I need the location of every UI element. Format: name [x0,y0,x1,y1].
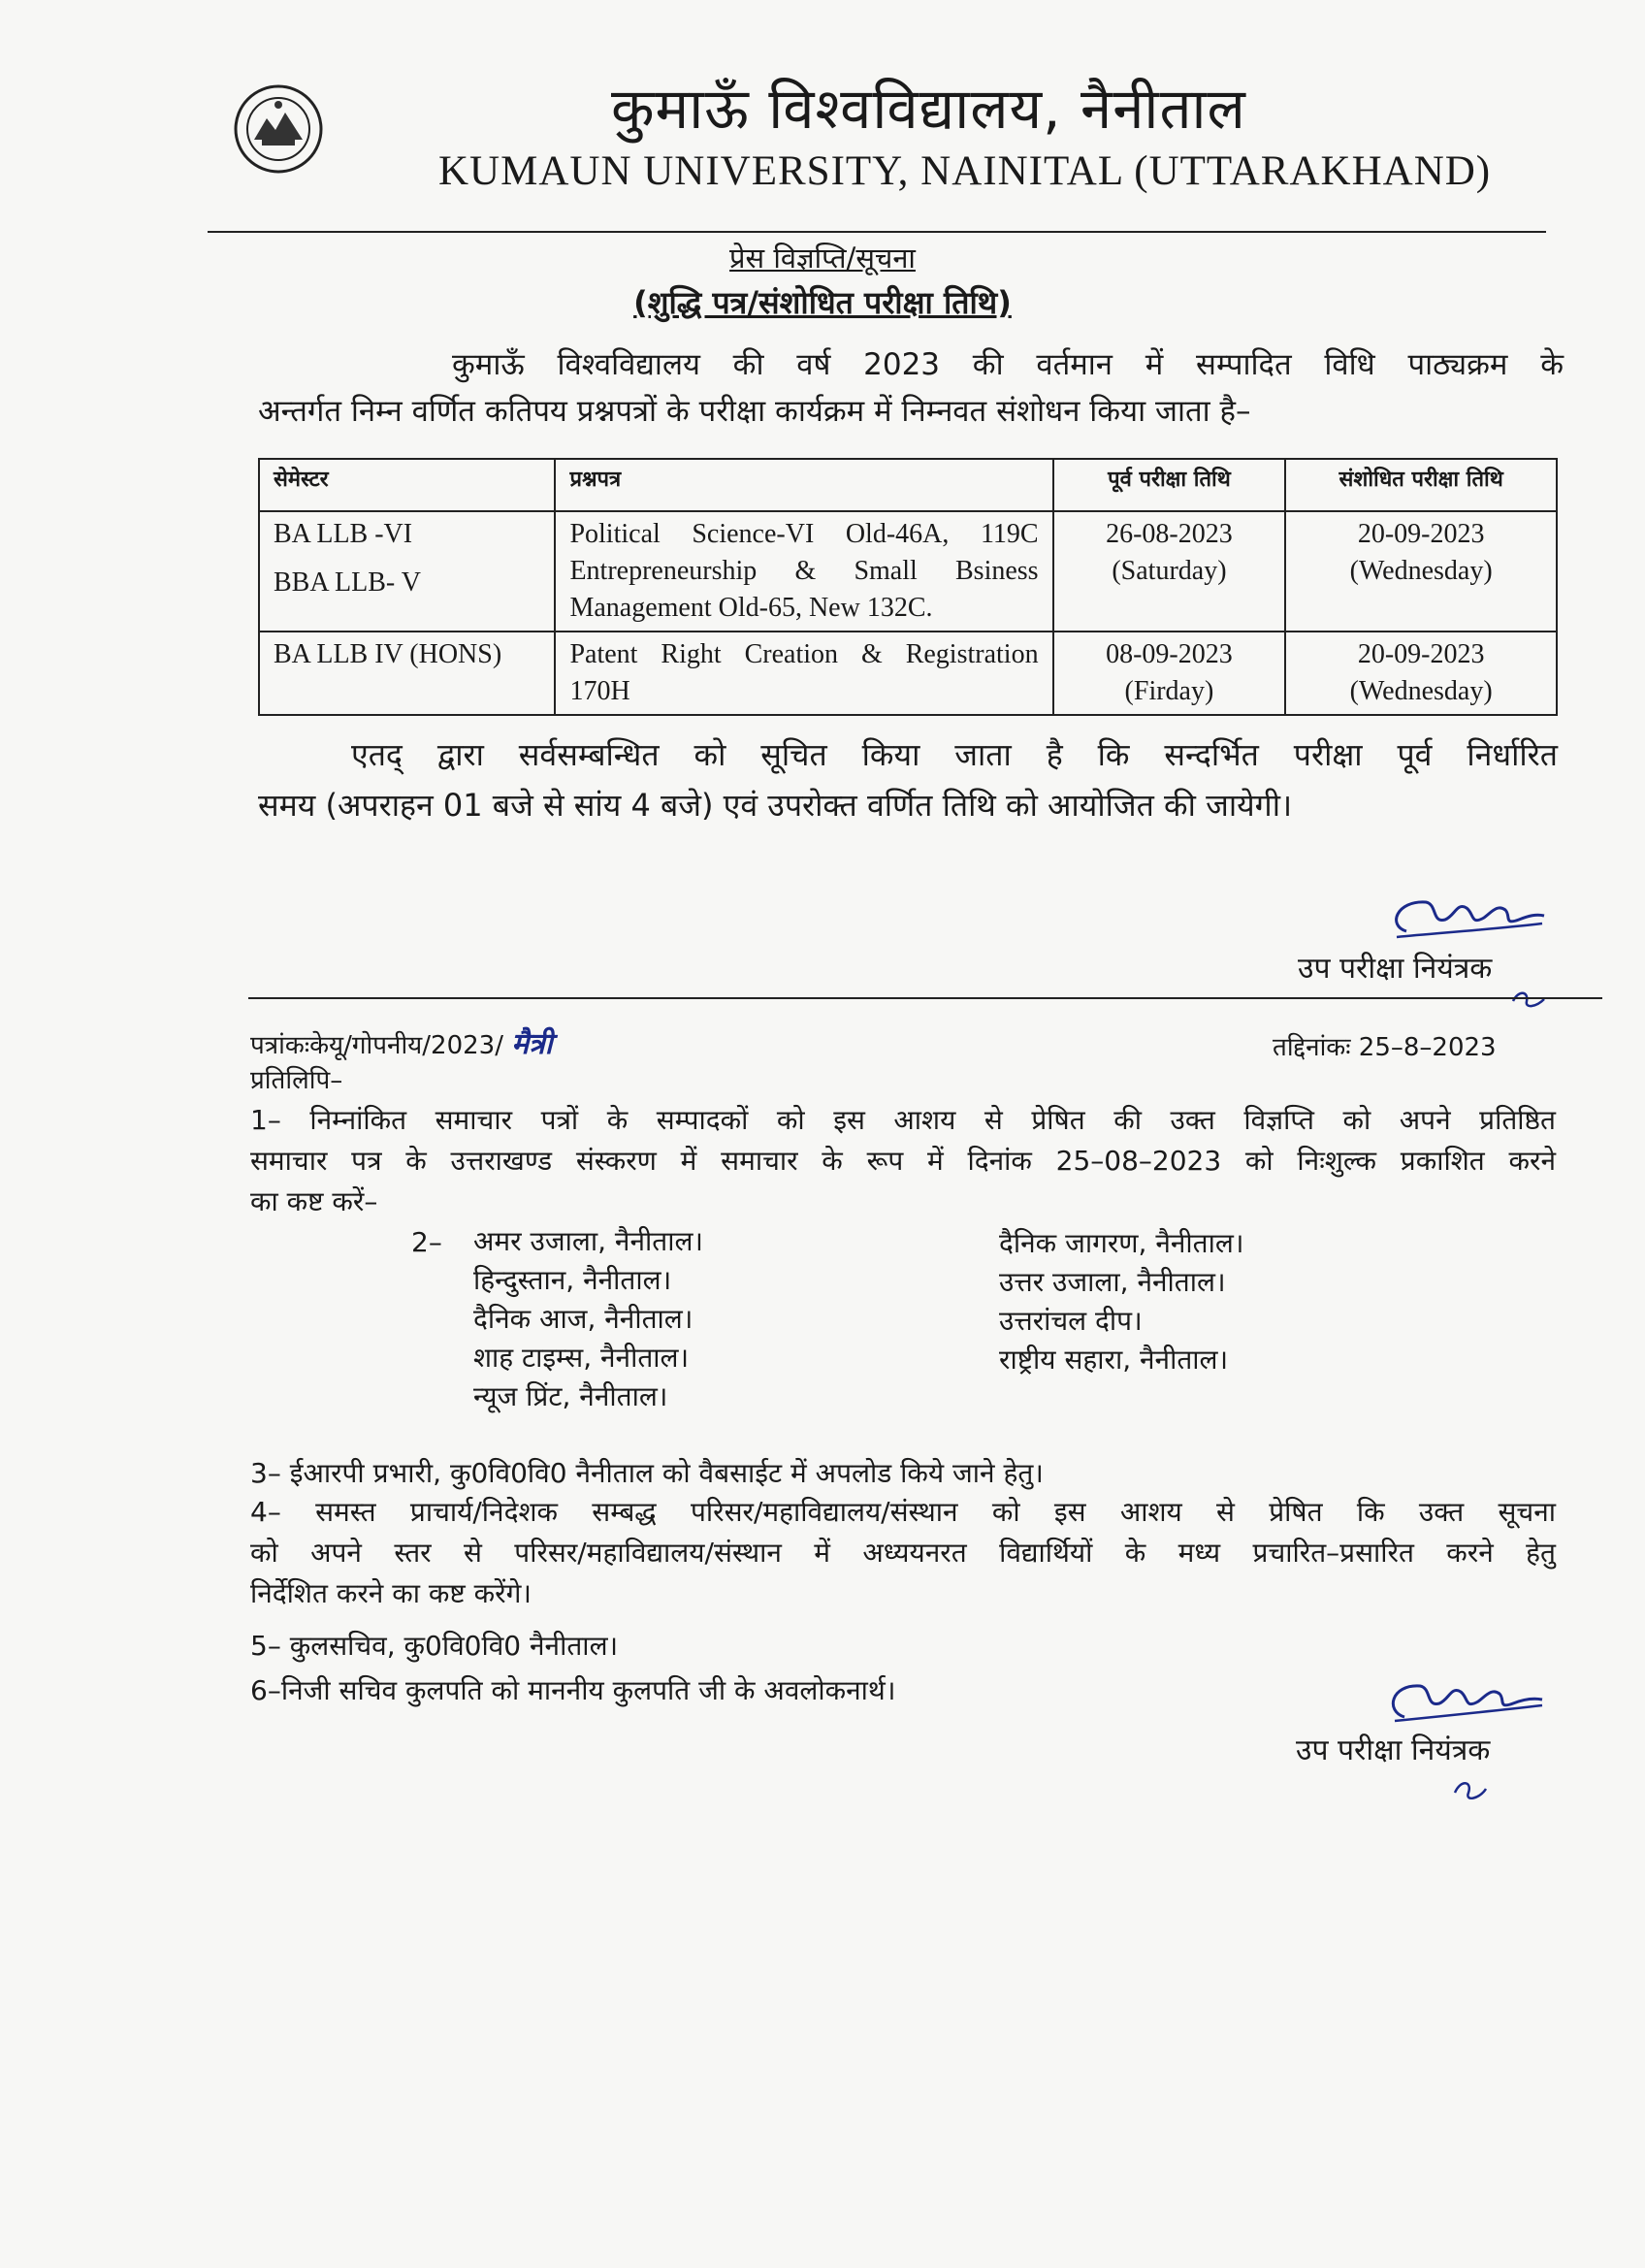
copy-item-3: 3– ईआरपी प्रभारी, कु0वि0वि0 नैनीताल को वैबसाईट में अपलोड किये जाने हेतु। [250,1457,1044,1489]
header-divider [208,231,1546,233]
semester-cell [259,632,555,715]
old-day: (Firday) [1124,676,1214,706]
closing-line-2: समय (अपराहन 01 बजे से सांय 4 बजे) एवं उपरोक्त वर्णित तिथि को आयोजित की जायेगी। [258,787,1293,824]
list-item: राष्ट्रीय सहारा, नैनीताल। [999,1344,1229,1376]
revised-date: 20-09-2023 [1357,519,1485,549]
university-name-hindi: कुमाऊँ विश्वविद्यालय, नैनीताल [611,76,1246,142]
copy-to-heading: प्रतिलिपि– [250,1066,343,1095]
list-item: दैनिक आज, नैनीताल। [473,1303,693,1335]
closing-paragraph [258,729,1558,830]
notice-subject: (शुद्धि पत्र/संशोधित परीक्षा तिथि) [633,284,1012,321]
old-day: (Saturday) [1112,556,1227,586]
section-divider [248,997,1602,999]
revised-day: (Wednesday) [1349,676,1493,706]
reference-date: तद्दिनांकः 25–8–2023 [1273,1033,1497,1062]
header-old-date: पूर्व परीक्षा तिथि [1053,459,1286,511]
signatory-designation: उप परीक्षा नियंत्रक [1298,952,1493,986]
signatory-designation: उप परीक्षा नियंत्रक [1296,1733,1491,1767]
paper-cell: Political Science-VI Old-46A, 119C Entrepreneurship & Small Bsiness Management Old-65, New 132C. [555,511,1052,632]
notice-type: प्रेस विज्ञप्ति/सूचना [729,242,916,275]
copy-item-2-number: 2– [411,1226,442,1258]
old-date-cell [1053,632,1286,715]
revised-date: 20-09-2023 [1357,639,1485,669]
newspaper-list-right [999,1224,1244,1379]
list-item: उत्तर उजाला, नैनीताल। [999,1266,1226,1298]
list-item: उत्तरांचल दीप। [999,1305,1143,1337]
table-row [259,632,1557,715]
intro-line-1: कुमाऊँ विश्वविद्यालय की वर्ष 2023 की वर्तमान में सम्पादित विधि पाठ्यक्रम के [452,347,1564,382]
copy-item-6: 6–निजी सचिव कुलपति को माननीय कुलपति जी के अवलोकनार्थ। [250,1674,896,1706]
semester-name: BBA LLB- V [274,567,421,598]
semester-name: BA LLB -VI [274,519,413,549]
university-name-english: KUMAUN UNIVERSITY, NAINITAL (UTTARAKHAND) [438,148,1492,194]
revised-day: (Wednesday) [1349,556,1493,586]
copy-item-5: 5– कुलसचिव, कु0वि0वि0 नैनीताल। [250,1630,619,1662]
revised-date-cell [1285,511,1557,632]
closing-line-1: एतद् द्वारा सर्वसम्बन्धित को सूचित किया जाता है कि सन्दर्भित परीक्षा पूर्व निर्धारित [351,736,1558,773]
list-item: दैनिक जागरण, नैनीताल। [999,1227,1244,1259]
reference-handwritten: मैत्री [511,1027,553,1061]
reference-number: पत्रांकःकेयू/गोपनीय/2023/ मैत्री [250,1027,553,1061]
old-date: 26-08-2023 [1106,519,1233,549]
table-header-row [259,459,1557,511]
table-row [259,511,1557,632]
old-date-cell [1053,511,1286,632]
exam-schedule-table [258,458,1558,716]
semester-name: BA LLB IV (HONS) [274,639,502,669]
old-date: 08-09-2023 [1106,639,1233,669]
header-paper: प्रश्नपत्र [555,459,1052,511]
copy-item-4: 4– समस्त प्राचार्य/निदेशक सम्बद्ध परिसर/महाविद्यालय/संस्थान को इस आशय से प्रेषित कि उक्त सूचना को अपने स्तर से परिसर/महाविद्यालय/संस्थान में अध्ययनरत विद्यार्थियों के मध्य प्रचारित–प्रसारित करने हेतु निर्देशित करने का कष्ट करेंगे। [250,1496,1556,1609]
header-revised-date: संशोधित परीक्षा तिथि [1285,459,1557,511]
revised-date-cell [1285,632,1557,715]
list-item: अमर उजाला, नैनीताल। [473,1225,704,1257]
header-semester: सेमेस्टर [259,459,555,511]
intro-line-2: अन्तर्गत निम्न वर्णित कतिपय प्रश्नपत्रों के परीक्षा कार्यक्रम में निम्नवत संशोधन किया जाता है– [258,394,1251,429]
paper-cell: Patent Right Creation & Registration 170H [555,632,1052,715]
list-item: हिन्दुस्तान, नैनीताल। [473,1264,672,1296]
list-item: शाह टाइम्स, नैनीताल। [473,1342,690,1374]
initials-mark [1509,988,1548,1011]
newspaper-list-left [473,1222,703,1416]
copy-item-1: 1– निम्नांकित समाचार पत्रों के सम्पादकों को इस आशय से प्रेषित की उक्त विज्ञप्ति को अपने प्रतिष्ठित समाचार पत्र के उत्तराखण्ड संस्करण में समाचार के रूप में दिनांक 25–08–2023 को निःशुल्क प्रकाशित करने का कष्ट करें– [250,1104,1556,1217]
semester-cell [259,511,555,632]
initials-mark [1451,1775,1490,1804]
intro-paragraph [258,341,1564,435]
university-seal-icon [233,83,324,175]
list-item: न्यूज प्रिंट, नैनीताल। [473,1380,668,1412]
